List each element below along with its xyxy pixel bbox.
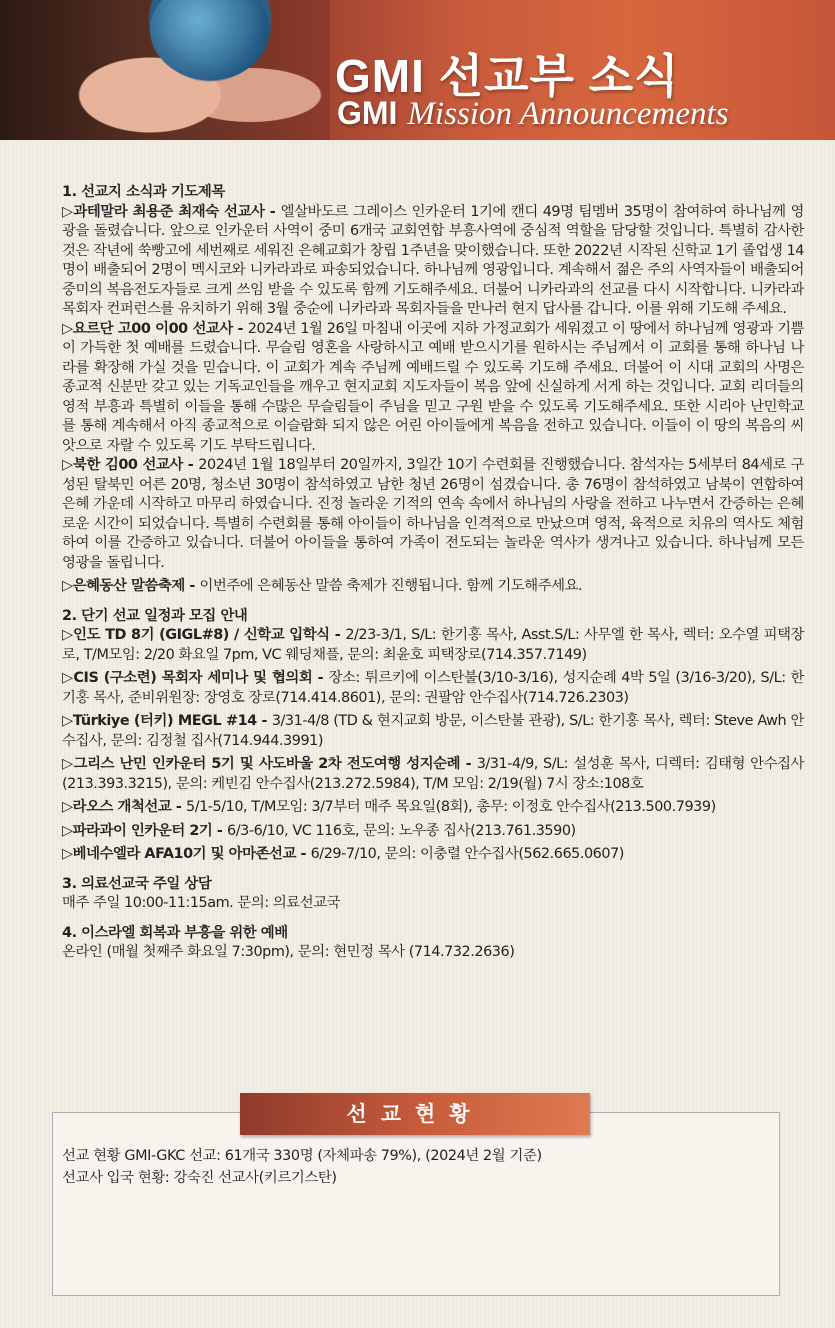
item-label: ▷과테말라 최용준 최재숙 선교사 -	[62, 203, 281, 220]
item-label: ▷북한 김00 선교사 -	[62, 457, 199, 473]
item-text: 3/31-4/9, S/L: 설성훈 목사, 디렉터: 김태형 안수집사(213.393.3215), 문의: 케빈김 안수집사(213.272.5984), T/M 모임: 2/19(월) 7시 장소:108호	[62, 756, 804, 792]
section-heading-short-term-missions: 2. 단기 선교 일정과 모집 안내	[62, 607, 248, 624]
item-label: ▷요르단 고00 이00 선교사 -	[62, 320, 248, 337]
item-label: ▷인도 TD 8기 (GIGL#8) / 신학교 입학식 -	[62, 627, 346, 643]
section-text: 매주 주일 10:00-11:15am. 문의: 의료선교국	[62, 895, 341, 911]
item-text: 2024년 1월 18일부터 20일까지, 3일간 10기 수련회를 진행했습니다. 참석자는 5세부터 84세로 구성된 탈북민 어른 20명, 청소년 30명이 참석하였고 남한 청년 26명이 섬겼습니다. 총 76명이 참석하였고 남북이 연합하여 은혜 가운데 시작하고 마무리 하였습니다. 진정 놀라운 기적의 연속 속에서 하나님의 사랑을 전하고 나누면서 간증하는 은혜로운 시간이 되었습니다. 특별히 수련회를 통해 아이들이 하나님을 인격적으로 만났으며 영적, 육적으로 치유의 역사도 체험하여 이를 간증하고 있습니다. 더불어 아이들을 통하여 가족이 전도되는 놀라운 역사가 생겨나고 있습니다. 하나님께 모든 영광을 돌립니다.	[62, 457, 805, 571]
item-text: 2/23-3/1, S/L: 한기홍 목사, Asst.S/L: 사무엘 한 목사, 렉터: 오수열 피택장로, T/M모임: 2/20 화요일 7pm, VC 웨딩채플, 문의: 최윤호 피택장로(714.357.7149)	[62, 627, 805, 663]
item-text: 6/3-6/10, VC 116호, 문의: 노우종 집사(213.761.3590)	[227, 822, 576, 839]
item-label: ▷베네수엘라 AFA10기 및 아마존선교 -	[62, 846, 311, 862]
mission-status-line: 선교 현황 GMI-GKC 선교: 61개국 330명 (자체파송 79%), (2024년 2월 기준)	[62, 1148, 542, 1164]
list-item	[62, 203, 804, 320]
list-item	[62, 320, 804, 457]
mission-status-banner: 선교현황	[240, 1093, 590, 1135]
section-heading-israel-worship: 4. 이스라엘 회복과 부흥을 위한 예배	[62, 924, 288, 941]
item-text: 5/1-5/10, T/M모임: 3/7부터 매주 목요일(8회), 총무: 이정호 안수집사(213.500.7939)	[185, 799, 716, 815]
list-item	[62, 456, 804, 573]
item-text: 6/29-7/10, 문의: 이충렬 안수집사(562.665.0607)	[310, 846, 624, 862]
list-item	[62, 577, 804, 597]
item-label: ▷Türkiye (터키) MEGL #14 -	[62, 713, 272, 729]
item-text: 장소: 튀르키에 이스탄불(3/10-3/16), 성지순례 4박 5일 (3/16-3/20), S/L: 한기홍 목사, 준비위원장: 장영호 장로(714.414.8601), 문의: 권팔암 안수집사(714.726.2303)	[62, 670, 804, 706]
header-subtitle-script: Mission Announcements	[407, 96, 729, 132]
section-heading-mission-news: 1. 선교지 소식과 기도제목	[62, 184, 225, 200]
list-item	[62, 755, 804, 794]
mission-status-text	[62, 1145, 542, 1189]
list-item	[62, 669, 804, 708]
missionary-arrival-line: 선교사 입국 현황: 강숙진 선교사(키르기스탄)	[62, 1170, 337, 1186]
item-label: ▷라오스 개척선교 -	[62, 799, 186, 815]
item-text: 이번주에 은혜동산 말씀 축제가 진행됩니다. 함께 기도해주세요.	[199, 578, 583, 594]
list-item	[62, 626, 804, 665]
item-text: 2024년 1월 26일 마침내 이곳에 지하 가정교회가 세워졌고 이 땅에서 하나님께 영광과 기쁨이 가득한 첫 예배를 드렸습니다. 무슬림 영혼을 사랑하시고 예배 받으시기를 원하시는 주님께서 이 교회를 통해 하나님 나라를 확장해 가실 것을 믿습니다. 이 교회가 계속 주님께 예배드릴 수 있도록 기도해 주세요. 더불어 이 시대 교회의 사명은 종교적 신분만 갖고 있는 기독교인들을 깨우고 현지교회 지도자들이 복음 앞에 신실하게 서게 하는 것입니다. 교회 리더들의 영적 부흥과 특별히 이들을 통해 수많은 무슬림들이 주님을 믿고 구원 받을 수 있도록 기도해주세요. 또한 시리아 난민학교를 통해 계속해서 아직 종교적으로 이슬람화 되지 않은 어린 아이들에게 복음을 전하고 있습니다. 이들이 이 땅의 복음의 씨앗으로 자랄 수 있도록 기도 부탁드립니다.	[62, 320, 804, 454]
mission-status-box	[52, 1112, 780, 1296]
item-label: ▷파라과이 인카운터 2기 -	[62, 822, 228, 839]
header-subtitle	[337, 95, 729, 133]
list-item	[62, 712, 804, 751]
section-heading-medical-missions: 3. 의료선교국 주일 상담	[62, 875, 212, 892]
list-item	[62, 798, 804, 818]
header-subtitle-prefix: GMI	[337, 95, 398, 131]
header-title: GMI 선교부 소식	[335, 50, 680, 102]
item-text: 엘살바도르 그레이스 인카운터 1기에 캔디 49명 팀멤버 35명이 참여하여 하나님께 영광을 돌렸습니다. 앞으로 인카운터 사역이 중미 6개국 교회연합 부흥사역에 중심적 역할을 담당할 것입니다. 특별히 감사한 것은 작년에 쑥빵고에 세번째로 세워진 은혜교회가 창립 1주년을 맞이했습니다. 또한 2022년 시작된 신학교 1기 졸업생 14명이 배출되어 2명이 멕시코와 니카라과로 파송되었습니다. 하나님께 영광입니다. 계속해서 젊은 주의 사역자들이 배출되어 중미의 복음전도자들로 크게 쓰임 받을 수 있도록 함께 기도해주세요. 더불어 니카라과의 선교를 다시 시작합니다. 니카라과 목회자 컨퍼런스를 유치하기 위해 3월 중순에 니카라과 목회자들을 만나러 현지 답사를 갑니다. 이를 위해 기도해 주세요.	[62, 203, 804, 317]
section-text: 온라인 (매월 첫째주 화요일 7:30pm), 문의: 현민정 목사 (714.732.2636)	[62, 944, 515, 960]
item-label: ▷그리스 난민 인카운터 5기 및 사도바울 2차 전도여행 성지순례 -	[62, 756, 477, 772]
announcement-content	[62, 183, 804, 963]
list-item	[62, 822, 804, 842]
item-text: 3/31-4/8 (TD & 현지교회 방문, 이스탄불 관광), S/L: 한기홍 목사, 렉터: Steve Awh 안수집사, 문의: 김정철 집사(714.944.3991)	[62, 713, 804, 749]
header-banner	[0, 0, 835, 140]
item-label: ▷은혜동산 말씀축제 -	[62, 578, 200, 594]
item-label: ▷CIS (구소련) 목회자 세미나 및 협의회 -	[62, 670, 329, 686]
list-item	[62, 845, 804, 865]
